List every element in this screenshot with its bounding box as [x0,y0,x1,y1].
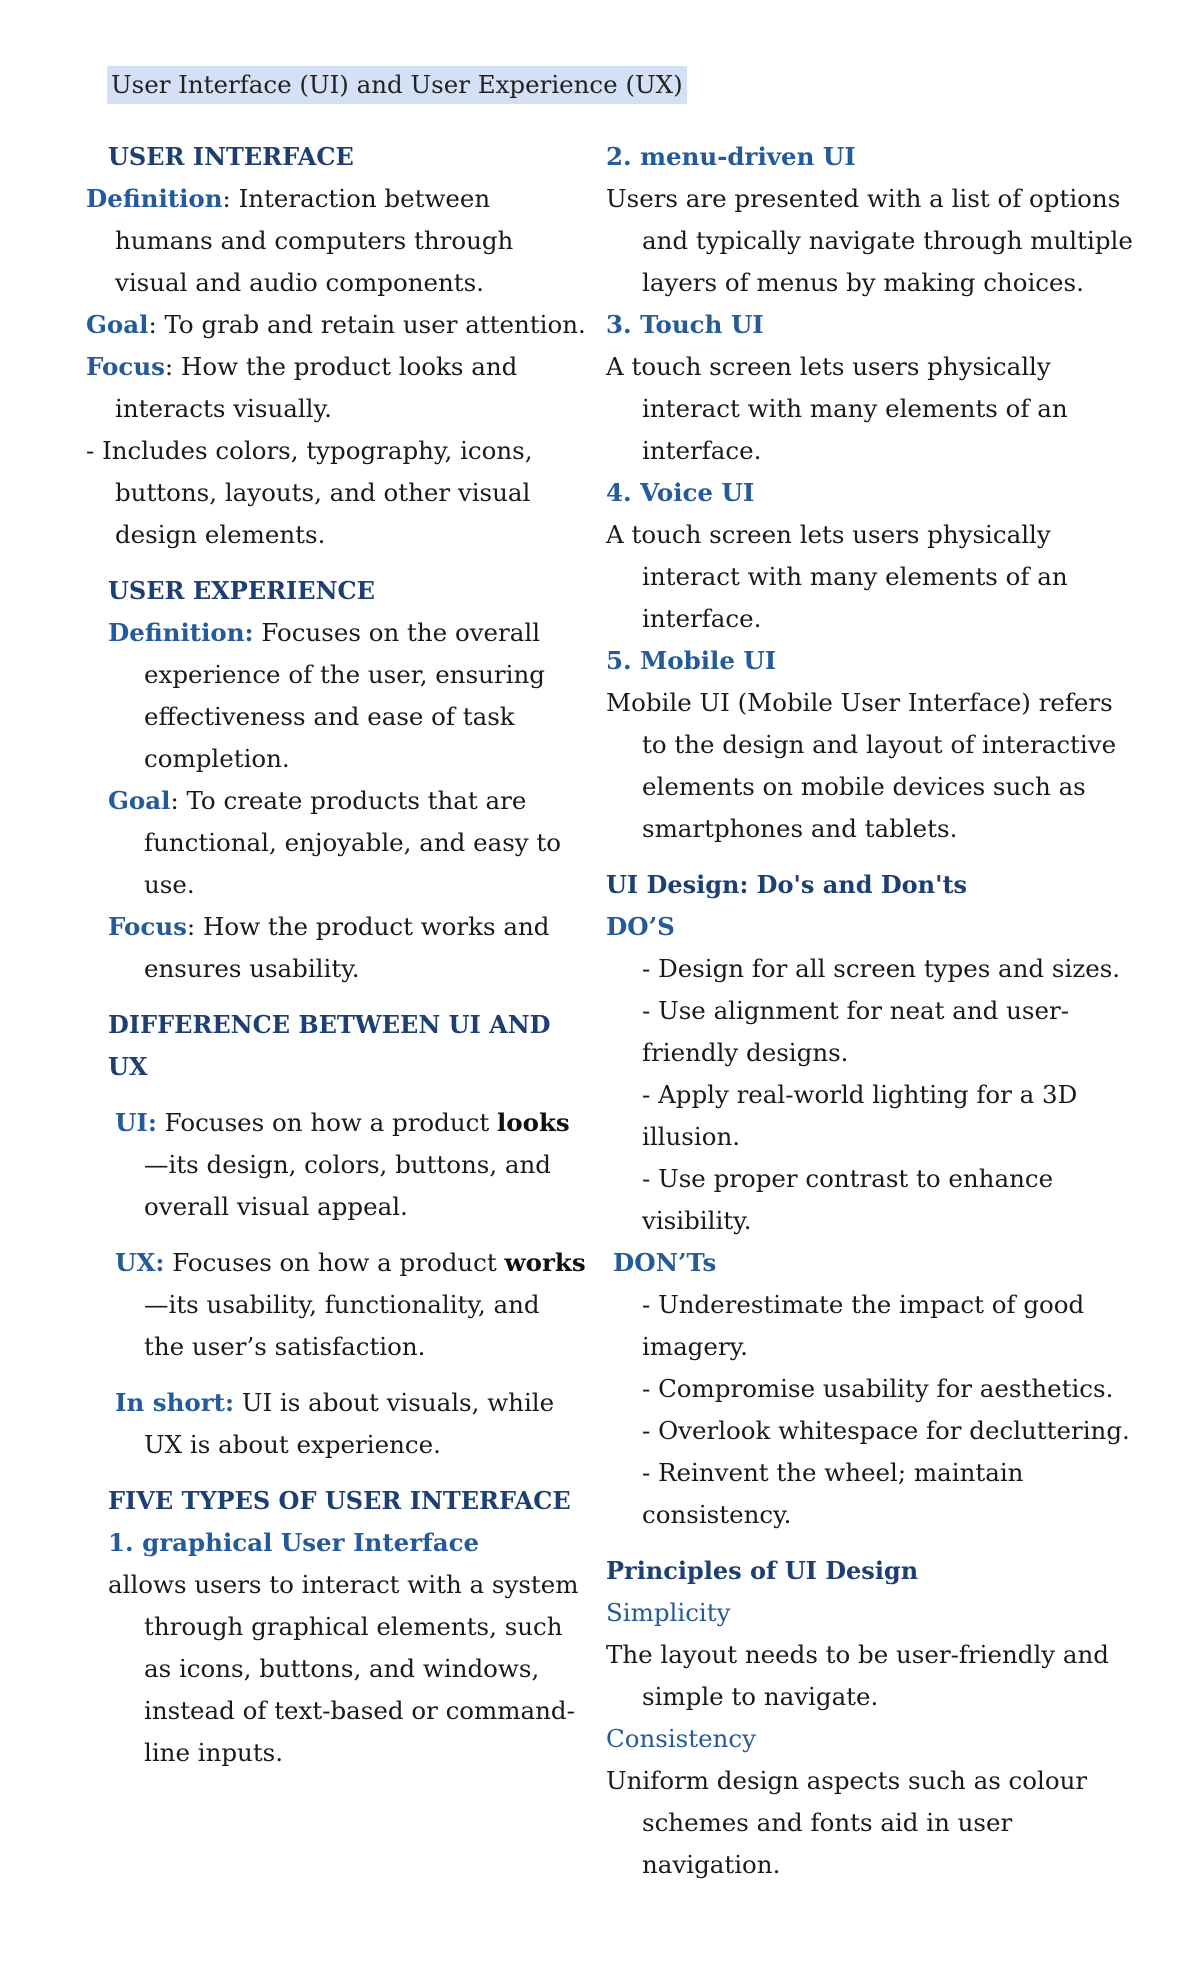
left-column [86,136,586,1774]
dos-item-3: - Apply real-world lighting for a 3D illusion. [642,1080,1078,1151]
ui-focus-text: : How the product looks and interacts visually. [115,352,518,423]
difference-heading: DIFFERENCE BETWEEN UI AND UX [108,1010,551,1081]
principle-1-text: The layout needs to be user-friendly and simple to navigate. [606,1640,1109,1711]
ui-goal-label: Goal [86,310,149,339]
donts-item-1: - Underestimate the impact of good imagery. [642,1290,1085,1361]
type-3-text: A touch screen lets users physically interact with many elements of an interface. [606,352,1068,465]
difference-short-text: UI is about visuals, while UX is about experience. [144,1388,555,1459]
difference-ux-bold: works [504,1248,586,1277]
difference-short-label: In short: [115,1388,235,1417]
ui-goal [86,304,586,346]
ui-definition [86,178,586,304]
type-3-title: 3. Touch UI [606,310,764,339]
donts-item-4: - Reinvent the wheel; maintain consistency. [642,1458,1024,1529]
document-title: User Interface (UI) and User Experience (UX) [107,66,687,104]
ux-definition-label: Definition: [108,618,254,647]
ux-heading: USER EXPERIENCE [108,576,375,605]
donts-label: DON’Ts [613,1248,717,1277]
ux-goal [108,780,586,906]
ux-focus [108,906,586,990]
type-5-text: Mobile UI (Mobile User Interface) refers to the design and layout of interactive elements on mobile devices such as smartphones and tablets. [606,688,1117,843]
ux-goal-text: : To create products that are functional, enjoyable, and easy to use. [144,786,562,899]
dos-item-2: - Use alignment for neat and user-friendly designs. [642,996,1069,1067]
dos-item-4: - Use proper contrast to enhance visibility. [642,1164,1054,1235]
type-4-title: 4. Voice UI [606,478,755,507]
dos-label: DO’S [606,912,675,941]
difference-in-short [108,1382,586,1466]
difference-ux-text-after: —its usability, functionality, and the user’s satisfaction. [144,1290,540,1361]
principle-2-title: Consistency [606,1724,756,1753]
difference-ui-label: UI: [115,1108,157,1137]
ux-focus-label: Focus [108,912,187,941]
principle-1-title: Simplicity [606,1598,731,1627]
ui-includes: - Includes colors, typography, icons, buttons, layouts, and other visual design elements. [86,436,533,549]
type-2-title: 2. menu-driven UI [606,142,856,171]
difference-ux-label: UX: [115,1248,165,1277]
right-column [606,136,1136,1886]
difference-ui-text-after: —its design, colors, buttons, and overall visual appeal. [144,1150,551,1221]
ui-goal-text: : To grab and retain user attention. [148,310,586,339]
type-2-text: Users are presented with a list of options and typically navigate through multiple layers of menus by making choices. [606,184,1133,297]
principle-2-text: Uniform design aspects such as colour schemes and fonts aid in user navigation. [606,1766,1088,1879]
type-1-title: 1. graphical User Interface [108,1528,480,1557]
types-heading: FIVE TYPES OF USER INTERFACE [108,1486,571,1515]
principles-heading: Principles of UI Design [606,1556,919,1585]
dosdonts-heading: UI Design: Do's and Don'ts [606,870,968,899]
type-1-text: allows users to interact with a system through graphical elements, such as icons, buttons, and windows, instead of text-based or command-line inputs. [108,1570,579,1767]
ux-focus-text: : How the product works and ensures usability. [144,912,550,983]
difference-ui [108,1102,586,1228]
ui-heading: USER INTERFACE [108,142,354,171]
ux-section [86,570,586,1774]
difference-ui-bold: looks [496,1108,570,1137]
ui-definition-label: Definition [86,184,223,213]
type-4-text: A touch screen lets users physically interact with many elements of an interface. [606,520,1068,633]
ux-definition [108,612,586,780]
difference-ux [108,1242,586,1368]
ux-definition-text: Focuses on the overall experience of the user, ensuring effectiveness and ease of task completion. [144,618,545,773]
donts-item-3: - Overlook whitespace for decluttering. [642,1416,1130,1445]
dos-item-1: - Design for all screen types and sizes. [642,954,1121,983]
type-5-title: 5. Mobile UI [606,646,777,675]
ui-focus [86,346,586,430]
donts-item-2: - Compromise usability for aesthetics. [642,1374,1114,1403]
ui-focus-label: Focus [86,352,165,381]
difference-ui-text-before: Focuses on how a product [156,1108,497,1137]
ux-goal-label: Goal [108,786,171,815]
ui-definition-text: : Interaction between humans and computers through visual and audio components. [115,184,514,297]
difference-ux-text-before: Focuses on how a product [164,1248,505,1277]
